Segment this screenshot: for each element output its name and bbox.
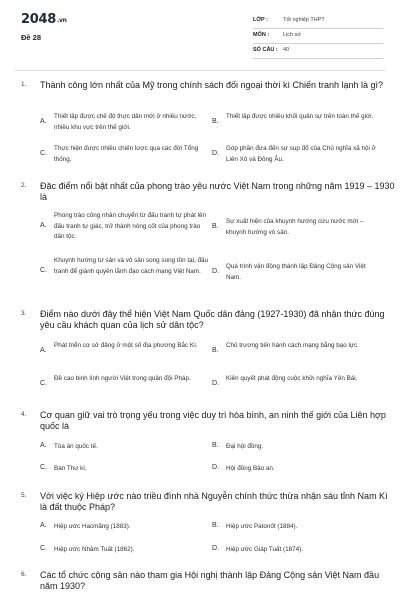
option-text: Chủ trương tiến hành cách mạng bằng bạo lực. xyxy=(226,342,359,349)
site-logo[interactable] xyxy=(21,12,67,27)
option-letter: C. xyxy=(40,380,47,387)
option-text: Hiệp ước Hacmăng (1883). xyxy=(54,523,131,530)
option-text: Hội đồng Bảo an. xyxy=(226,465,275,472)
meta-row-count xyxy=(253,44,383,59)
option-letter: C. xyxy=(40,267,47,274)
option-letter: D. xyxy=(212,150,219,157)
option-text: Tòa án quốc tế. xyxy=(54,443,98,450)
option-text: Thiết lập được nhiều khối quân sự trên toàn thế giới. xyxy=(226,113,374,120)
question-number: 5. xyxy=(21,492,27,499)
option-letter: B. xyxy=(212,347,219,354)
option-letter: D. xyxy=(212,464,219,471)
option-text: Hiệp ước Patonốt (1884). xyxy=(226,523,298,530)
option-text: Thiết lập được chế độ thực dân mới ở nhiều nước, nhiều khu vực trên thế giới. xyxy=(54,113,197,131)
meta-key: SỐ CÂU : xyxy=(253,47,278,53)
option-letter: D. xyxy=(212,545,219,552)
option-letter: A. xyxy=(40,118,47,125)
question-text: Với việc ký Hiệp ước nào triều đình nhà Nguyễn chính thức thừa nhận sáu tỉnh Nam Kì là đất thuộc Pháp? xyxy=(40,491,388,512)
question-number: 1. xyxy=(21,81,27,88)
option-letter: A. xyxy=(40,222,47,229)
meta-key: MÔN : xyxy=(253,32,270,38)
option-letter: C. xyxy=(40,545,47,552)
option-letter: A. xyxy=(40,442,47,449)
option-text: Đề cao binh lính người Việt trong quân đội Pháp. xyxy=(54,375,191,382)
option-text: Góp phần đưa đến sự sụp đổ của Chủ nghĩa xã hội ở Liên Xô và Đông Âu. xyxy=(226,145,376,163)
question-number: 6. xyxy=(21,571,27,578)
option-letter: A. xyxy=(40,522,47,529)
exam-meta xyxy=(253,14,383,59)
option-letter: D. xyxy=(212,268,219,275)
option-text: Đại hội đồng. xyxy=(226,443,264,450)
option-text: Kiên quyết phát động cuộc khởi nghĩa Yên Bái. xyxy=(226,375,358,382)
option-text: Quá trình vận động thành lập Đảng Cộng sản Việt Nam. xyxy=(226,263,366,281)
option-text: Thực hiện được nhiều chiến lược qua các đời Tổng thống. xyxy=(54,145,199,163)
option-text: Phát triển cơ sở đảng ở một số địa phương Bắc Kì. xyxy=(54,342,198,349)
question-number: 2. xyxy=(21,182,27,189)
option-text: Ban Thư kí. xyxy=(54,465,87,472)
question-text: Điểm nào dưới đây thể hiện Việt Nam Quốc dân đảng (1927-1930) đã nhận thức đúng yêu cầu khách quan của lịch sử dân tộc? xyxy=(40,309,385,330)
question-text: Cơ quan giữ vai trò trọng yếu trong việc duy trì hòa bình, an ninh thế giới của Liên hợp quốc là xyxy=(40,410,386,431)
option-letter: C. xyxy=(40,464,47,471)
option-letter: B. xyxy=(212,223,219,230)
question-text: Thành công lớn nhất của Mỹ trong chính sách đối ngoại thời kì Chiến tranh lạnh là gì? xyxy=(40,80,384,90)
question-text: Đặc điểm nổi bật nhất của phong trào yêu nước Việt Nam trong những năm 1919 – 1930 là xyxy=(40,181,395,202)
option-text: Sự xuất hiện của khuynh hướng cứu nước mới – khuynh hướng vô sản. xyxy=(226,218,364,236)
meta-row-subject xyxy=(253,29,383,44)
exam-header xyxy=(0,0,400,66)
option-letter: A. xyxy=(40,347,47,354)
option-text: Phong trào công nhân chuyển từ đấu tranh tự phát lên đấu tranh tự giác, trở thành nòng cốt của phong trào dân tộc. xyxy=(54,212,206,240)
option-letter: B. xyxy=(212,522,219,529)
option-text: Hiệp ước Nhâm Tuất (1862). xyxy=(54,546,135,553)
meta-value: 40 xyxy=(283,47,290,53)
option-letter: B. xyxy=(212,118,219,125)
logo-suffix: .vn xyxy=(56,17,67,24)
header-divider xyxy=(14,70,386,71)
option-text: Khuynh hướng tư sản và vô sản song song tồn tại, đấu tranh để giành quyền lãnh đạo cách mạng Việt Nam. xyxy=(54,257,208,275)
question-number: 3. xyxy=(21,310,27,317)
option-letter: D. xyxy=(212,380,219,387)
meta-row-class xyxy=(253,14,383,29)
question-number: 4. xyxy=(21,411,27,418)
logo-text: 2048 xyxy=(21,12,56,27)
option-letter: C. xyxy=(40,150,47,157)
meta-key: LỚP : xyxy=(253,17,268,23)
question-text: Các tổ chức cộng sản nào tham gia Hội nghị thành lập Đảng Cộng sản Việt Nam đầu năm 1930? xyxy=(40,570,380,591)
meta-value: Lịch sử xyxy=(283,32,302,38)
exam-code: Đề 28 xyxy=(21,33,42,42)
meta-value: Tốt nghiệp THPT xyxy=(283,17,325,23)
option-letter: B. xyxy=(212,442,219,449)
option-text: Hiệp ước Giáp Tuất (1874). xyxy=(226,546,303,553)
